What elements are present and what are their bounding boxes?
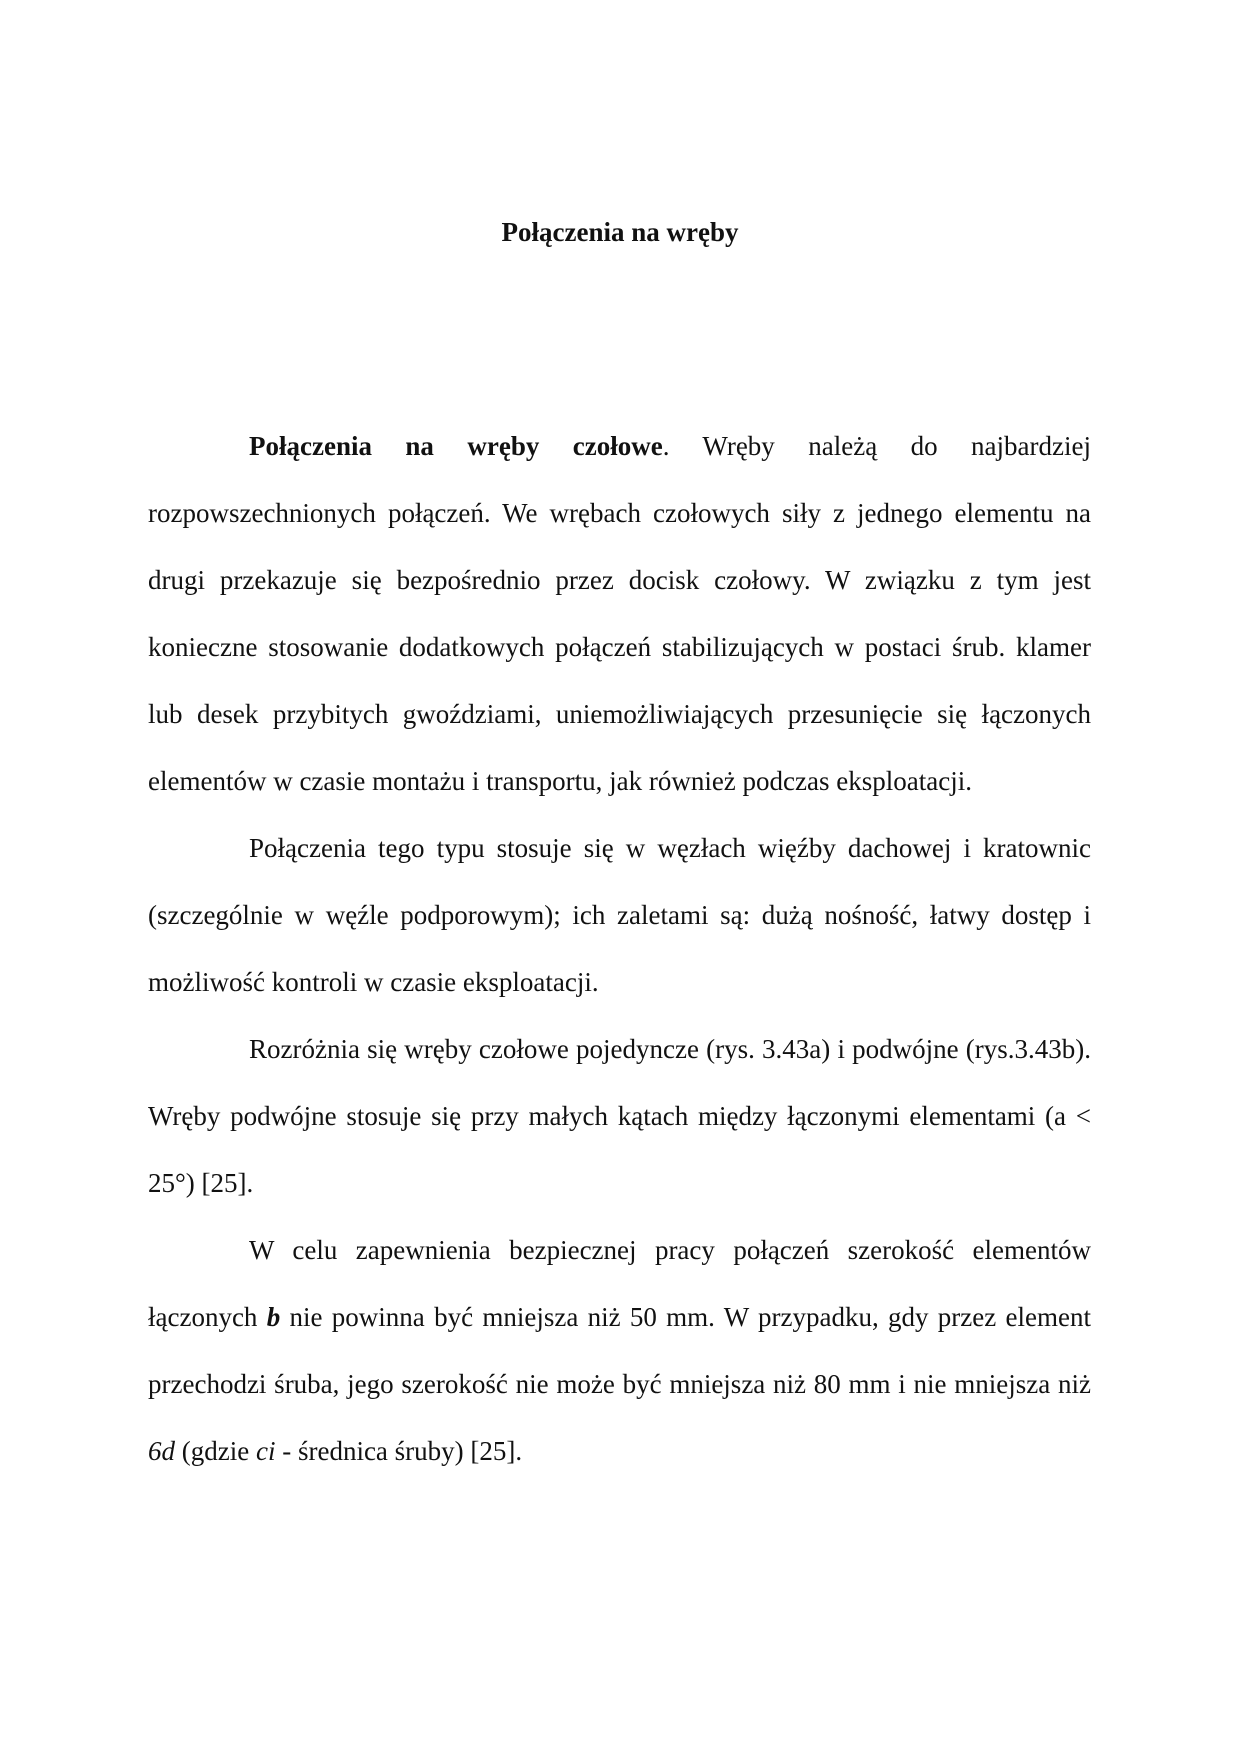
paragraph-4 [148, 1217, 1091, 1485]
paragraph-1-text: . Wręby należą do najbardziej rozpowszechnionych połączeń. We wrębach czołowych siły z jednego elementu na drugi przekazuje się bezpośrednio przez docisk czołowy. W związku z tym jest konieczne stosowanie dodatkowych połączeń stabilizujących w postaci śrub. klamer lub desek przybitych gwoździami, uniemożliwiających przesunięcie się łączonych elementów w czasie montażu i transportu, jak również podczas eksploatacji. [148, 431, 1091, 796]
paragraph-3: Rozróżnia się wręby czołowe pojedyncze (rys. 3.43a) i podwójne (rys.3.43b). Wręby podwójne stosuje się przy małych kątach między łączonymi elementami (a < 25°) [25]. [148, 1034, 1091, 1198]
variable-ci: ci [255, 1436, 276, 1466]
paragraph-4-text-4: - średnica śruby) [25]. [275, 1436, 523, 1466]
paragraph-2: Połączenia tego typu stosuje się w węzłach więźby dachowej i kratownic (szczególnie w węźle podporowym); ich zaletami są: dużą nośność, łatwy dostęp i możliwość kontroli w czasie eksploatacji. [148, 833, 1091, 997]
variable-6d: 6d [148, 1436, 175, 1466]
paragraph-4-text-2: nie powinna być mniejsza niż 50 mm. W przypadku, gdy przez element przechodzi śruba, jego szerokość nie może być mniejsza niż 80 mm i nie mniejsza niż [148, 1302, 1091, 1399]
page-title: Połączenia na wręby [501, 217, 739, 247]
paragraph-1 [148, 413, 1091, 815]
document-body [148, 413, 1091, 1485]
paragraph-4-text-1: W celu zapewnienia bezpiecznej pracy połączeń szerokość elementów łączonych [148, 1235, 1091, 1332]
paragraph-4-text-3: (gdzie [175, 1436, 256, 1466]
paragraph-1-lead: Połączenia na wręby czołowe [249, 431, 663, 461]
variable-b: b [266, 1302, 281, 1332]
